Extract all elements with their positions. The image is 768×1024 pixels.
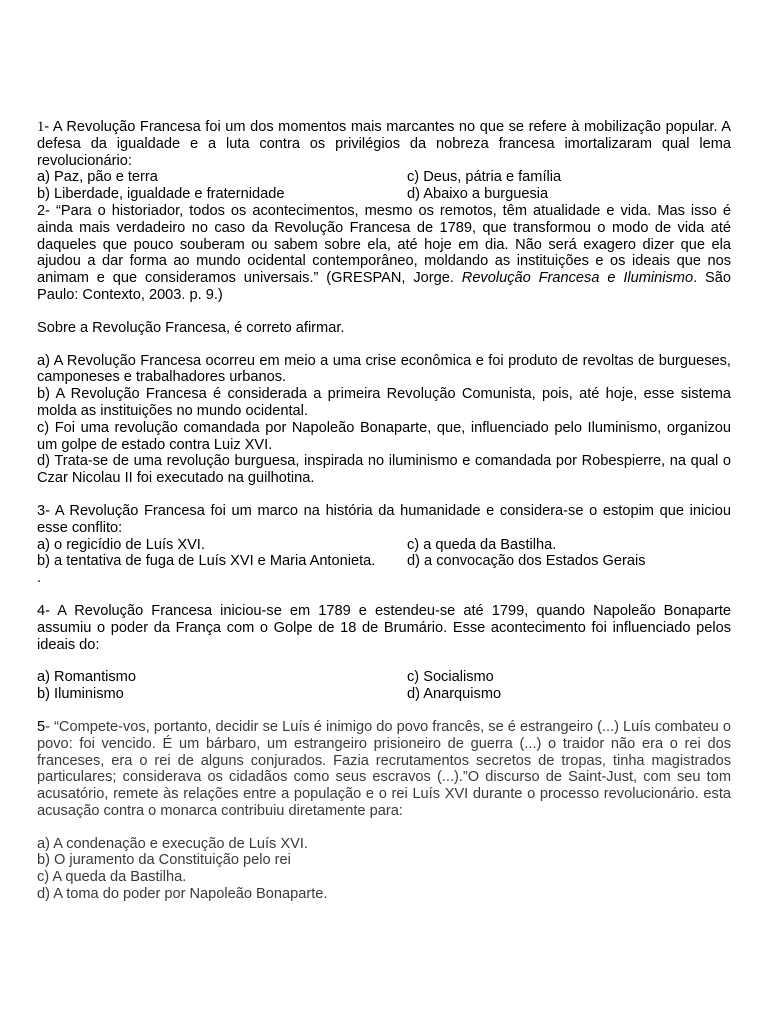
question-4 — [37, 603, 731, 703]
question-1-option-a: a) Paz, pão e terra — [37, 169, 158, 186]
document-content — [37, 119, 731, 903]
question-3-trailing-dot: . — [37, 570, 42, 587]
question-2-option-b: b) A Revolução Francesa é considerada a primeira Revolução Comunista, pois, até hoje, esse sistema molda as instituições no mundo ocidental. — [37, 386, 731, 419]
question-5-option-c: c) A queda da Bastilha. — [37, 869, 187, 886]
question-3-option-c: c) a queda da Bastilha. — [407, 536, 557, 553]
question-5-option-a: a) A condenação e execução de Luís XVI. — [37, 835, 308, 852]
question-4-option-b: b) Iluminismo — [37, 686, 124, 703]
question-1-text: 1- A Revolução Francesa foi um dos momentos mais marcantes no que se refere à mobilização popular. A defesa da igualdade e a luta contra os privilégios da nobreza francesa imortalizaram qual lema revolucionário: — [37, 119, 731, 169]
question-3-option-b: b) a tentativa de fuga de Luís XVI e Maria Antonieta. — [37, 553, 376, 570]
question-3-option-d: d) a convocação dos Estados Gerais — [407, 553, 646, 570]
question-2-option-c: c) Foi uma revolução comandada por Napoleão Bonaparte, que, influenciado pelo Iluminismo, organizou um golpe de estado contra Luiz XVI. — [37, 419, 731, 453]
question-4-option-d: d) Anarquismo — [407, 686, 502, 703]
book-title: Revolução Francesa e Iluminismo — [461, 270, 694, 287]
question-1-number: 1 — [37, 119, 45, 135]
question-3-option-a: a) o regicídio de Luís XVI. — [37, 536, 205, 553]
question-1-option-d: d) Abaixo a burguesia — [407, 186, 549, 203]
question-2-option-a: a) A Revolução Francesa ocorreu em meio a uma crise econômica e foi produto de revoltas de burgueses, camponeses e trabalhadores urbanos. — [37, 352, 731, 386]
question-5-text: 5- “Compete-vos, portanto, decidir se Luís é inimigo do povo francês, se é estrangeiro (...) Luís combateu o povo: foi vencido. É um bárbaro, um estrangeiro prisioneiro de guerra (...) o traidor não era o rei dos franceses, era o rei de alguns conjurados. Fazia recrutamentos secretos de tropas, tinha magistrados particulares; considerava os cidadãos como seus escravos (...).”O discurso de Saint-Just, com seu tom acusatório, remete às relações entre a população e o rei Luís XVI durante o processo revolucionário. esta acusação contra o monarca contribuiu diretamente para: — [37, 718, 731, 819]
question-5 — [37, 719, 731, 903]
question-2-option-d: d) Trata-se de uma revolução burguesa, inspirada no iluminismo e comandada por Robespierre, na qual o Czar Nicolau II foi executado na guilhotina. — [37, 453, 731, 487]
question-2 — [37, 203, 731, 487]
question-1 — [37, 119, 731, 203]
question-2-prompt: Sobre a Revolução Francesa, é correto afirmar. — [37, 319, 345, 336]
question-5-number: 5 — [37, 718, 46, 735]
question-5-option-b: b) O juramento da Constituição pelo rei — [37, 852, 291, 869]
question-1-option-b: b) Liberdade, igualdade e fraternidade — [37, 186, 285, 203]
question-1-option-c: c) Deus, pátria e família — [407, 169, 562, 186]
question-5-option-d: d) A toma do poder por Napoleão Bonaparte. — [37, 886, 328, 903]
question-3 — [37, 503, 731, 587]
question-4-option-a: a) Romantismo — [37, 669, 136, 686]
question-4-text: 4- A Revolução Francesa iniciou-se em 1789 e estendeu-se até 1799, quando Napoleão Bonaparte assumiu o poder da França com o Golpe de 18 de Brumário. Esse acontecimento foi influenciado pelos ideais do: — [37, 602, 731, 653]
question-3-text: 3- A Revolução Francesa foi um marco na história da humanidade e considera-se o estopim que iniciou esse conflito: — [37, 502, 731, 536]
question-4-option-c: c) Socialismo — [407, 669, 494, 686]
question-2-text: 2- “Para o historiador, todos os acontecimentos, mesmo os remotos, têm atualidade e vida. Mas isso é ainda mais verdadeiro no caso da Revolução Francesa de 1789, que transformou o modo de vida até daqueles que pouco souberam ou sabem sobre ela, até hoje em dia. Não será exagero dizer que ela ajudou a dar forma ao mundo ocidental contemporâneo, moldando as instituições e os ideais que nos animam e que consideramos universais.” (GRESPAN, Jorge. Revolução Francesa e Iluminismo. São Paulo: Contexto, 2003. p. 9.) — [37, 202, 731, 303]
